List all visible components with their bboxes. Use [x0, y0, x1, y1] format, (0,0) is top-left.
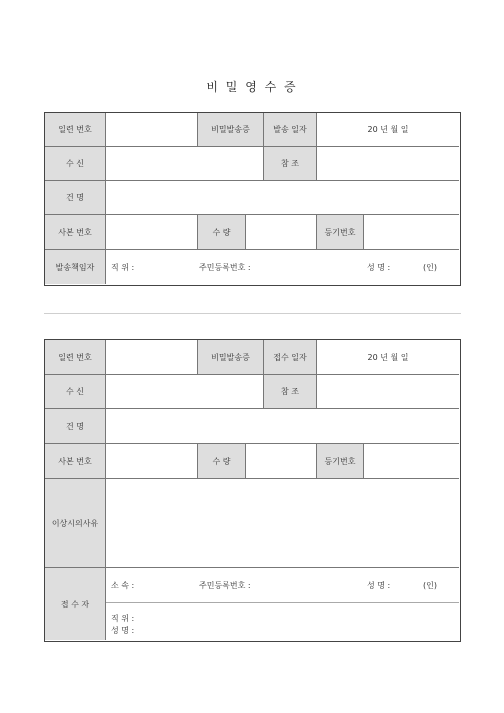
dispatch-receipt-form [44, 112, 461, 286]
receiver-label: 접 수 자 [45, 568, 105, 640]
subject-label-2: 건 명 [45, 409, 105, 443]
recipient-field[interactable] [106, 147, 263, 180]
dispatch-date-field[interactable]: 20 년 월 일 [367, 125, 409, 134]
copy-number-field[interactable] [106, 215, 197, 249]
receiver-name-2[interactable]: 성 명 : [111, 625, 135, 635]
classified-dispatch-label: 비밀발송증 [198, 113, 263, 146]
reference-field[interactable] [317, 147, 459, 180]
classified-dispatch-label-2: 비밀발송증 [198, 340, 263, 374]
reference-label: 참 조 [264, 147, 316, 180]
serial-number-field-2[interactable] [106, 340, 197, 374]
reference-label-2: 참 조 [264, 375, 316, 408]
sender-label: 발송책임자 [45, 250, 105, 284]
copy-number-label-2: 사본 번호 [45, 444, 105, 478]
abnormal-reason-field[interactable] [106, 479, 459, 567]
registered-number-field[interactable] [364, 215, 459, 249]
reception-receipt-form [44, 339, 461, 642]
copy-number-field-2[interactable] [106, 444, 197, 478]
subject-label: 건 명 [45, 181, 105, 214]
recipient-field-2[interactable] [106, 375, 263, 408]
dispatch-date-label: 발송 일자 [264, 113, 316, 146]
receiver-affiliation[interactable]: 소 속 : [111, 580, 135, 590]
subject-field-2[interactable] [106, 409, 459, 443]
reference-field-2[interactable] [317, 375, 459, 408]
quantity-field-2[interactable] [246, 444, 316, 478]
quantity-label-2: 수 량 [198, 444, 245, 478]
serial-number-field[interactable] [106, 113, 197, 146]
serial-number-label-2: 일련 번호 [45, 340, 105, 374]
registered-number-label-2: 등기번호 [317, 444, 363, 478]
sender-resident-number[interactable]: 주민등록번호 : [199, 262, 251, 272]
subject-field[interactable] [106, 181, 459, 214]
copy-number-label: 사본 번호 [45, 215, 105, 249]
recipient-label: 수 신 [45, 147, 105, 180]
receiver-position[interactable]: 직 위 : [111, 613, 135, 623]
sender-name[interactable]: 성 명 : [367, 262, 391, 272]
page-title: 비 밀 영 수 증 [206, 80, 298, 94]
cut-line-divider [44, 313, 461, 314]
sender-seal: (인) [423, 262, 437, 272]
reception-date-label: 접수 일자 [264, 340, 316, 374]
reception-date-field[interactable]: 20 년 월 일 [367, 352, 409, 362]
quantity-label: 수 량 [198, 215, 245, 249]
registered-number-label: 등기번호 [317, 215, 363, 249]
registered-number-field-2[interactable] [364, 444, 459, 478]
receiver-resident-number[interactable]: 주민등록번호 : [199, 580, 251, 590]
serial-number-label: 일련 번호 [45, 113, 105, 146]
receiver-name[interactable]: 성 명 : [367, 580, 391, 590]
recipient-label-2: 수 신 [45, 375, 105, 408]
quantity-field[interactable] [246, 215, 316, 249]
abnormal-reason-label: 이상시의사유 [45, 479, 105, 567]
sender-position[interactable]: 직 위 : [111, 262, 135, 272]
receiver-seal: (인) [423, 580, 437, 590]
